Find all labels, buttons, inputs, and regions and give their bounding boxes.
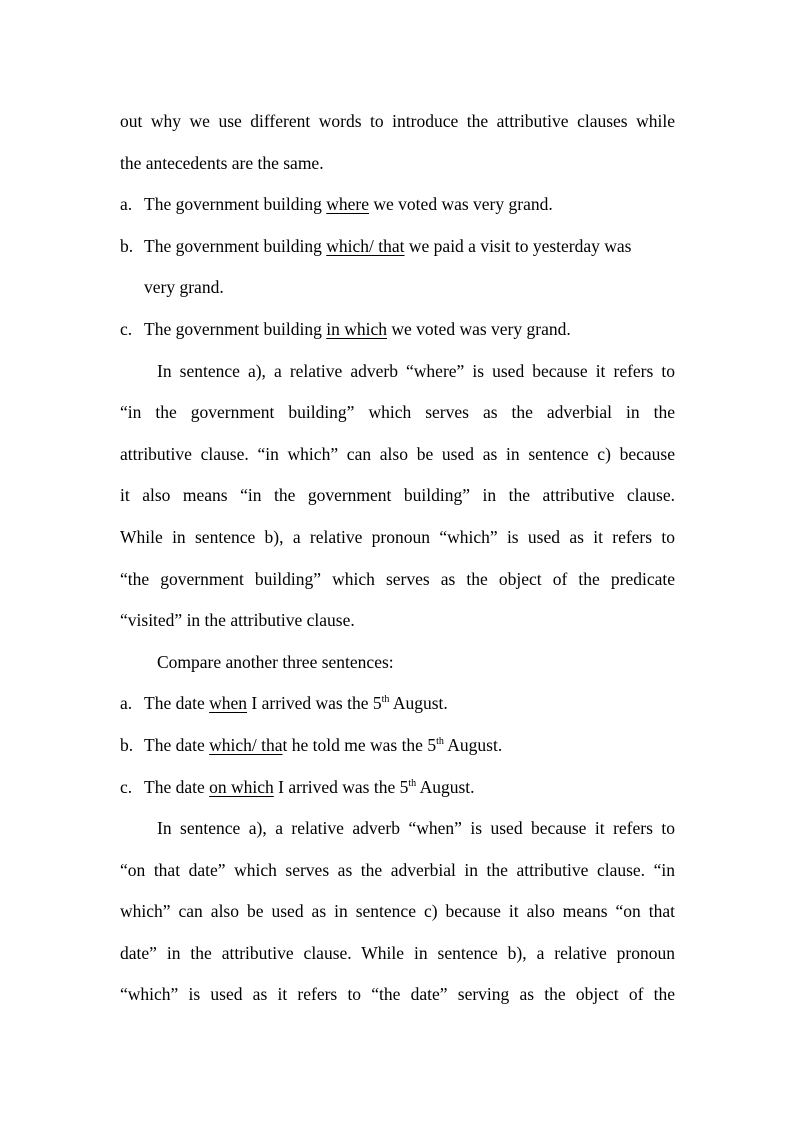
paragraph-line: out why we use different words to introduce the attributive clauses while (120, 111, 675, 131)
paragraph-line: “which” is used as it refers to “the date” serving as the object of the (120, 984, 675, 1005)
list-item-text: The government building (144, 194, 327, 215)
paragraph-line: the antecedents are the same. (120, 152, 324, 173)
list-item-text: I arrived was the 5 (273, 776, 409, 797)
list-item-text: The date (144, 693, 210, 714)
paragraph-line: In sentence a), a relative adverb “where” is used because it refers to (157, 360, 675, 381)
paragraph-line: “in the government building” which serves as the adverbial in the (120, 402, 675, 423)
document-page (120, 101, 675, 1016)
list-marker: a. (120, 693, 133, 714)
list-item (120, 767, 675, 809)
paragraph-line: In sentence a), a relative adverb “when” is used because it refers to (157, 818, 675, 839)
list-marker: c. (120, 318, 133, 339)
list-item-text: August. (416, 776, 475, 797)
paragraph-line: date” in the attributive clause. While in sentence b), a relative pronoun (120, 942, 675, 963)
paragraph-line: “on that date” which serves as the adverbial in the attributive clause. “in (120, 859, 675, 880)
superscript: th (408, 777, 417, 789)
paragraph-line: “the government building” which serves as the object of the predicate (120, 568, 675, 589)
list-item (120, 309, 675, 351)
paragraph-line: “visited” in the attributive clause. (120, 610, 355, 631)
list-item-text: we paid a visit to yesterday was (404, 235, 632, 256)
list-item-text: The government building (144, 235, 327, 256)
list-marker: c. (120, 776, 133, 797)
list-item-text: August. (443, 734, 503, 755)
paragraph-line: While in sentence b), a relative pronoun “which” is used as it refers to (120, 526, 675, 547)
list-item-text: The date (144, 776, 210, 797)
paragraph-line: Compare another three sentences: (157, 651, 394, 672)
superscript: th (381, 694, 390, 706)
paragraph-line: it also means “in the government building” in the attributive clause. (120, 485, 675, 506)
underlined-word: when (209, 693, 248, 714)
superscript: th (436, 735, 444, 747)
paragraph-line: attributive clause. “in which” can also be used as in sentence c) because (120, 443, 675, 464)
underlined-word: which/ that (326, 235, 405, 256)
list-item (120, 184, 675, 226)
list-item-text: The government building (144, 318, 327, 339)
list-item-text: we voted was very grand. (387, 318, 571, 339)
list-marker: b. (120, 734, 134, 755)
list-item (120, 226, 675, 268)
underlined-word: where (326, 194, 370, 215)
list-marker: b. (120, 235, 134, 256)
list-item-text: I arrived was the 5 (247, 693, 382, 714)
underlined-word: which/ tha (209, 734, 283, 755)
list-item-text: The date (144, 734, 210, 755)
list-marker: a. (120, 194, 133, 215)
list-item-continuation: very grand. (144, 277, 224, 298)
list-item (120, 725, 675, 767)
underlined-word: in which (326, 318, 388, 339)
list-item-text: we voted was very grand. (369, 194, 553, 215)
list-item-text: t he told me was the 5 (282, 734, 437, 755)
paragraph-line: which” can also be used as in sentence c) because it also means “on that (120, 901, 675, 922)
list-item (120, 683, 675, 725)
underlined-word: on which (209, 776, 274, 797)
list-item-text: August. (389, 693, 448, 714)
